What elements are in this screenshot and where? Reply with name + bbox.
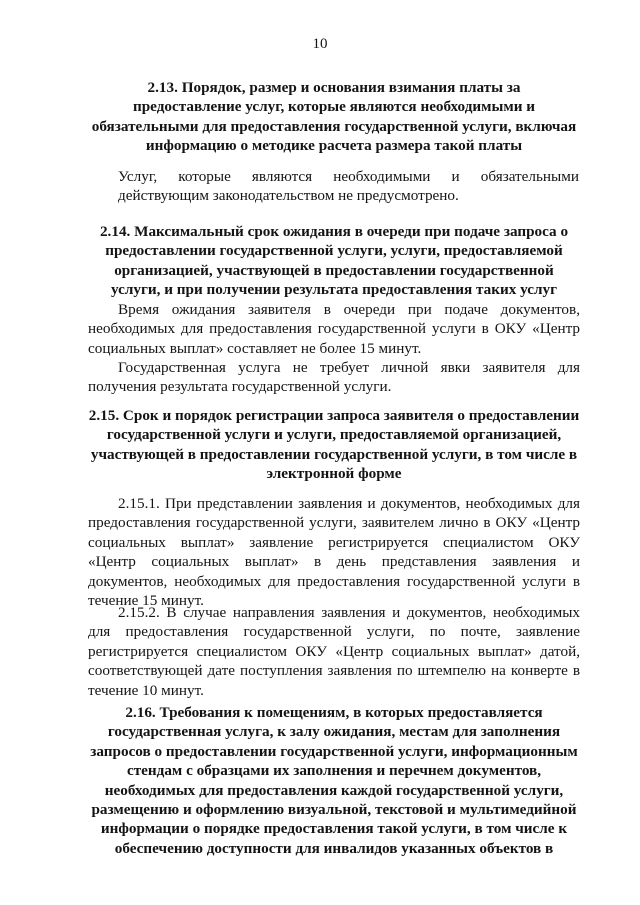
heading-line: предоставление услуг, которые являются необходимыми и: [132, 98, 535, 116]
heading-line: организацией, участвующей в предоставлении государственной: [114, 261, 554, 279]
paragraph-line: течение 15 минут.: [88, 592, 204, 610]
heading-line: государственной услуги и услуги, предоставляемой организацией,: [106, 426, 562, 444]
heading-line: 2.15. Срок и порядок регистрации запроса заявителя о предоставлении: [88, 407, 580, 424]
heading-2-16: [88, 703, 580, 858]
paragraph-line: «Центр социальных выплат» в день представления заявления и: [88, 553, 580, 571]
paragraph-2-15-2: [88, 603, 580, 700]
paragraph-line: Время ожидания заявителя в очереди при подаче документов,: [118, 301, 580, 318]
heading-line: электронной форме: [266, 465, 402, 483]
heading-line: информации о порядке предоставления такой услуги, в том числе к: [100, 820, 568, 838]
paragraph-line: течение 10 минут.: [88, 681, 204, 699]
paragraph-line: соответствующей дате поступления заявления по штемпелю на конверте в: [88, 662, 580, 680]
paragraph-2-14-1: [88, 300, 580, 358]
paragraph-line: действующим законодательством не предусмотрено.: [118, 187, 459, 205]
paragraph-line: регистрируется специалистом ОКУ «Центр социальных выплат» датой,: [88, 642, 580, 660]
heading-line: участвующей в предоставлении государственной услуги, в том числе в: [90, 445, 578, 463]
heading-line: информацию о методике расчета размера такой платы: [145, 137, 523, 155]
paragraph-2-13-1: [118, 167, 579, 206]
heading-line: 2.16. Требования к помещениям, в которых предоставляется: [125, 704, 543, 721]
paragraph-line: документов, необходимых для предоставления государственной услуги в: [88, 572, 580, 590]
heading-line: 2.14. Максимальный срок ожидания в очереди при подаче запроса о: [99, 223, 569, 240]
heading-line: услуги, и при получении результата предоставления таких услуг: [111, 281, 557, 299]
paragraph-2-15-1: [88, 494, 580, 610]
paragraph-line: 2.15.1. При представлении заявления и документов, необходимых для: [118, 495, 580, 512]
heading-line: необходимых для предоставления каждой государственной услуги,: [104, 781, 564, 799]
heading-line: стендам с образцами их заполнения и перечнем документов,: [126, 762, 542, 780]
paragraph-2-14-2: [88, 358, 580, 397]
heading-line: 2.13. Порядок, размер и основания взимания платы за: [147, 79, 521, 96]
heading-line: предоставлении государственной услуги, услуги, предоставляемой: [105, 242, 563, 260]
paragraph-line: получения результата государственной услуги.: [88, 378, 392, 396]
heading-2-15: [88, 406, 580, 484]
paragraph-line: необходимых для предоставления государственной услуги в ОКУ «Центр: [88, 320, 580, 338]
heading-line: обеспечению доступности для инвалидов указанных объектов в: [114, 839, 554, 857]
paragraph-line: предоставления государственной услуги, заявителем лично в ОКУ «Центр: [88, 514, 580, 532]
heading-line: запросов о предоставлении государственной услуги, информационным: [90, 742, 578, 760]
paragraph-line: 2.15.2. В случае направления заявления и документов, необходимых: [118, 604, 580, 621]
paragraph-line: Государственная услуга не требует личной явки заявителя для: [118, 359, 580, 376]
heading-2-14: [88, 222, 580, 300]
paragraph-line: для предоставления государственной услуги, по почте, заявление: [88, 623, 580, 641]
page-number: 10: [312, 36, 328, 52]
heading-line: размещению и оформлению визуальной, текстовой и мультимедийной: [91, 801, 577, 819]
heading-2-13: [88, 78, 580, 156]
heading-line: государственная услуга, к залу ожидания, местам для заполнения: [107, 723, 561, 741]
heading-line: обязательными для предоставления государственной услуги, включая: [91, 117, 577, 135]
paragraph-line: социальных выплат» составляет не более 15 минут.: [88, 339, 422, 357]
paragraph-line: социальных выплат» заявление регистрируется специалистом ОКУ: [88, 533, 580, 551]
paragraph-line: Услуг, которые являются необходимыми и обязательными: [118, 168, 579, 185]
